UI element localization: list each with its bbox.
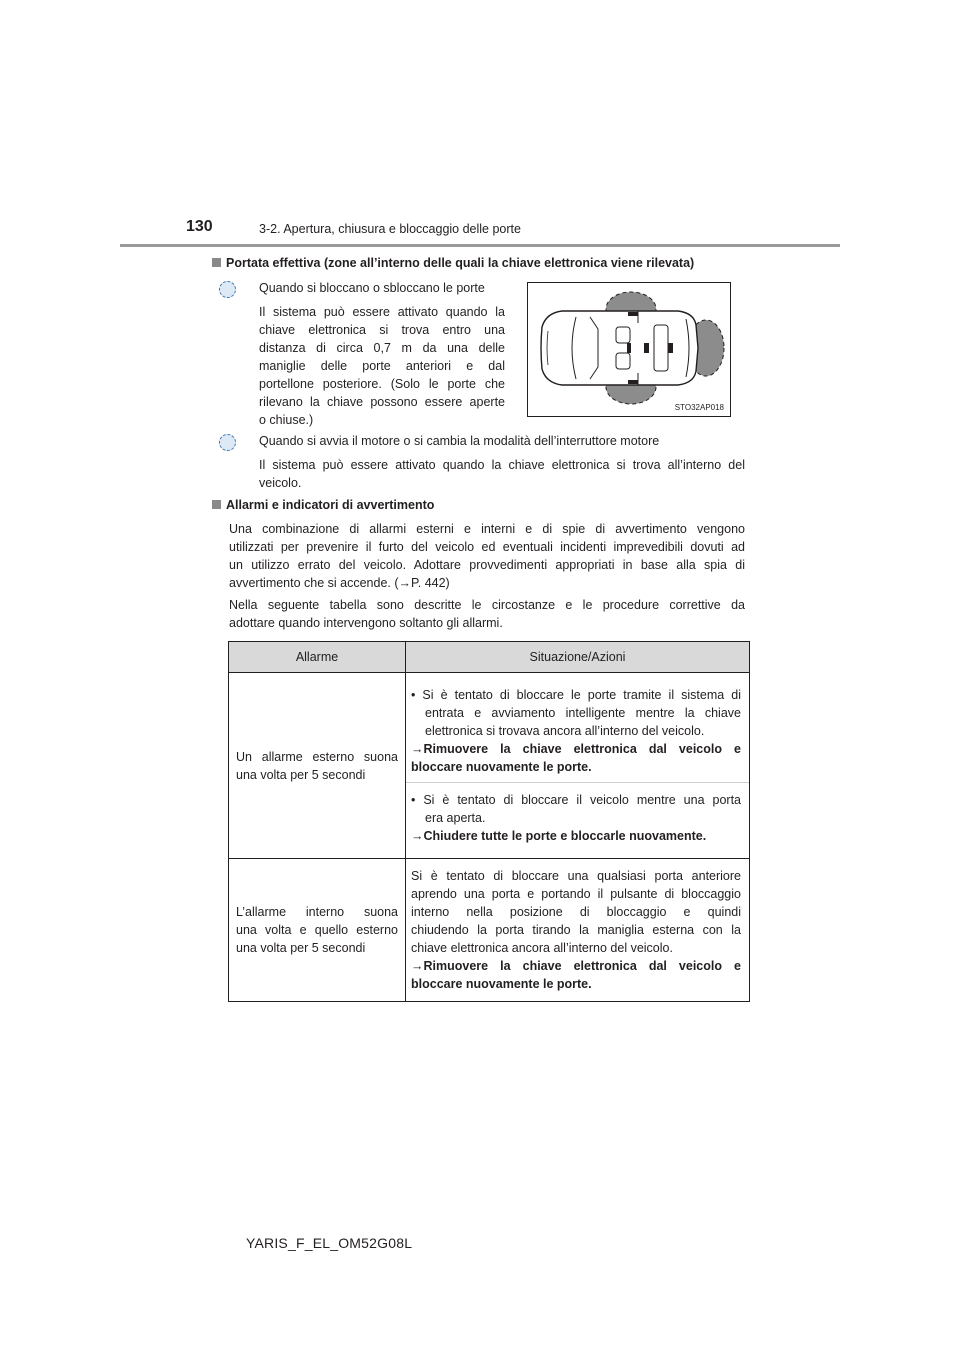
text-line: elettronica si trovava ancora all’interno del veicolo.	[425, 724, 705, 738]
alarm-text	[229, 903, 405, 957]
alarm-cell	[229, 859, 406, 1002]
text-line: una volta e quello esterno	[236, 923, 398, 937]
situation-cell	[406, 859, 750, 1002]
text-line: veicolo.	[259, 476, 302, 490]
alarms-paragraph-2	[229, 596, 745, 632]
text-line: chiave elettronica ancora all’interno del veicolo.	[411, 941, 673, 955]
section-heading-range	[212, 256, 694, 270]
text-line: una volta per 5 secondi	[236, 941, 366, 955]
text-line: adottare quando intervengono soltanto gli allarmi.	[229, 616, 503, 630]
figure-code: STO32AP018	[674, 403, 724, 412]
text-line: chiave elettronica si trova entro una	[259, 323, 505, 337]
rear-antenna	[644, 343, 649, 353]
action-line: →Rimuovere la chiave elettronica dal veicolo e	[411, 742, 741, 756]
table-row	[229, 673, 750, 859]
text-line: utilizzati per prevenire il furto del veicolo ed eventuali incidenti imprevedibili dovuti ad	[229, 540, 745, 554]
door-handle-top	[628, 312, 638, 316]
key-range-figure	[527, 282, 731, 417]
action-line: →Rimuovere la chiave elettronica dal veicolo e	[411, 959, 741, 973]
situation-bullet-1	[406, 678, 749, 782]
text-line: era aperta.	[425, 811, 486, 825]
rear-bench	[654, 325, 668, 371]
action-line: bloccare nuovamente le porte.	[411, 760, 592, 774]
action-line: bloccare nuovamente le porte.	[411, 977, 592, 991]
text-line: maniglie delle porte anteriori e dal	[259, 359, 505, 373]
text-line: portellone posteriore. (Solo le porte che	[259, 377, 505, 391]
dashed-circle-icon	[219, 281, 236, 298]
page-number: 130	[186, 218, 213, 235]
square-bullet-icon	[212, 258, 221, 267]
text-line: Una combinazione di allarmi esterni e interni e di spie di avvertimento vengono	[229, 522, 745, 536]
alarms-paragraph-1	[229, 520, 745, 592]
door-handle-bottom	[628, 380, 638, 384]
dashed-circle-icon	[219, 434, 236, 451]
text-line: avvertimento che si accende. (→P. 442)	[229, 576, 450, 590]
text-line: Il sistema può essere attivato quando la	[259, 305, 505, 319]
situation-cell	[406, 673, 750, 859]
text-line: distanza di circa 0,7 m da una delle	[259, 341, 505, 355]
text-line: un utilizzo errato del veicolo. Adottare provvedimenti appropriati in base alla spia di	[229, 558, 745, 572]
text-line: interno nella posizione di bloccaggio e quindi	[411, 905, 741, 919]
text-line: aprendo una porta e portando il pulsante di bloccaggio	[411, 887, 741, 901]
text-line: rilevano la chiave possono essere aperte	[259, 395, 505, 409]
situation-text	[406, 859, 749, 1001]
column-header-alarm: Allarme	[229, 642, 406, 673]
action-line: →Chiudere tutte le porte e bloccarle nuovamente.	[411, 829, 707, 843]
text-line: • Si è tentato di bloccare le porte tramite il sistema di	[411, 688, 741, 702]
column-header-situation: Situazione/Azioni	[406, 642, 750, 673]
text-line: Il sistema può essere attivato quando la chiave elettronica si trova all’interno del	[259, 458, 745, 472]
seat-front-right	[616, 353, 630, 369]
document-code: YARIS_F_EL_OM52G08L	[246, 1235, 413, 1251]
front-antenna	[627, 343, 631, 353]
text-line: chiudendo la porta tirando la maniglia esterna con la	[411, 923, 741, 937]
seat-front-left	[616, 327, 630, 343]
section-heading-text: Portata effettiva (zone all’interno delle quali la chiave elettronica viene rilevata)	[226, 256, 695, 270]
text-line: una volta per 5 secondi	[236, 767, 366, 782]
section-heading-text: Allarmi e indicatori di avvertimento	[226, 498, 435, 512]
text-line: Nella seguente tabella sono descritte le circostanze e le procedure correttive da	[229, 598, 745, 612]
car-top-view-illustration	[528, 283, 730, 416]
alarm-text	[229, 748, 405, 784]
table-row	[229, 859, 750, 1002]
text-line: entrata e avviamento intelligente mentre la chiave	[425, 706, 741, 720]
header-divider	[120, 244, 840, 247]
section-title: 3-2. Apertura, chiusura e bloccaggio delle porte	[259, 222, 521, 236]
situation-bullet-2	[406, 783, 749, 853]
item-title-lock: Quando si bloccano o sbloccano le porte	[259, 281, 485, 295]
alarm-cell	[229, 673, 406, 859]
section-heading-alarms	[212, 498, 434, 512]
alarms-table	[228, 641, 750, 1002]
text-line: Si è tentato di bloccare una qualsiasi porta anteriore	[411, 869, 741, 883]
table-header-row	[229, 642, 750, 673]
item-title-start: Quando si avvia il motore o si cambia la modalità dell’interruttore motore	[259, 434, 660, 448]
square-bullet-icon	[212, 500, 221, 509]
text-line: o chiuse.)	[259, 413, 314, 427]
item-description-lock	[259, 303, 505, 429]
text-line: Un allarme esterno suona	[236, 749, 398, 764]
item-description-start	[259, 456, 745, 492]
car-body	[541, 311, 698, 385]
text-line: • Si è tentato di bloccare il veicolo mentre una porta	[411, 793, 741, 807]
luggage-antenna	[668, 343, 673, 353]
text-line: L’allarme interno suona	[236, 905, 398, 919]
